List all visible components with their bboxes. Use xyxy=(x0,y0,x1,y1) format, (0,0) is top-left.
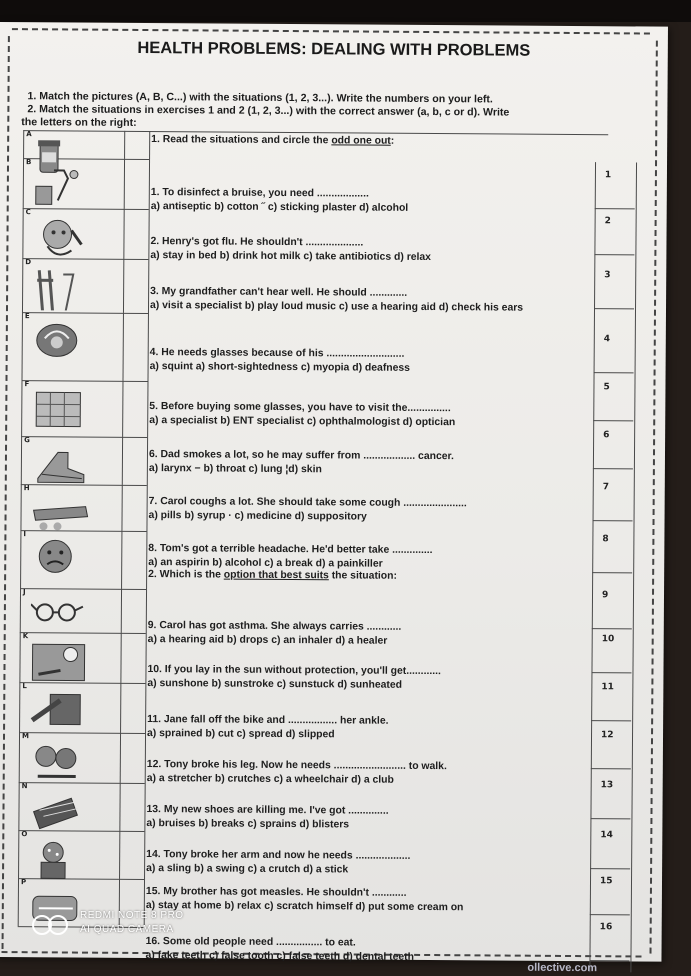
illustration-icon xyxy=(33,266,93,310)
picture-row xyxy=(20,530,146,590)
picture-row xyxy=(21,380,147,438)
question-options[interactable]: a) pills b) syrup · c) medicine d) suppository xyxy=(148,509,367,523)
number-write-cell[interactable] xyxy=(121,313,148,381)
picture-cell xyxy=(22,258,124,313)
answer-box[interactable] xyxy=(591,674,631,721)
illustration-icon xyxy=(32,444,92,488)
section-2-suffix: the situation: xyxy=(328,570,398,582)
picture-letter: G xyxy=(24,436,30,445)
number-write-cell[interactable] xyxy=(122,259,149,313)
picture-row xyxy=(23,130,149,160)
answer-number: 16 xyxy=(599,922,613,933)
question-item xyxy=(148,542,588,572)
answer-number: 8 xyxy=(602,534,609,545)
question-options[interactable]: a) sprained b) cut c) spread d) slipped xyxy=(147,727,335,740)
picture-cell xyxy=(22,208,124,259)
picture-cell xyxy=(20,484,122,531)
worksheet-paper xyxy=(0,22,668,975)
illustration-icon xyxy=(30,690,90,734)
answer-number: 2 xyxy=(604,216,611,227)
question-options[interactable]: a) larynx − b) throat c) lung ¦d) skin xyxy=(148,462,322,475)
answer-number: 13 xyxy=(600,780,614,791)
question-options[interactable]: a) a stretcher b) crutches c) a wheelchair d) a club xyxy=(146,772,394,786)
answer-box[interactable] xyxy=(589,914,629,961)
answer-number: 7 xyxy=(602,482,610,493)
number-write-cell[interactable] xyxy=(121,437,148,485)
question-stem: 10. If you lay in the sun without protection, you'll get............ xyxy=(147,664,441,678)
worksheet-title: HEALTH PROBLEMS: DEALING WITH PROBLEMS xyxy=(137,38,531,60)
site-watermark: ollective.com xyxy=(527,961,598,975)
answer-number: 4 xyxy=(603,334,611,345)
instruction-line-1: 1. Match the pictures (A, B, C...) with the situations (1, 2, 3...). Write the numbers on your left. xyxy=(27,90,493,106)
illustration-icon xyxy=(30,740,90,784)
picture-row xyxy=(20,588,146,634)
question-options[interactable]: a) antiseptic b) cotton ˝ c) sticking plaster d) alcohol xyxy=(150,200,409,214)
picture-letter: K xyxy=(22,632,29,641)
dashed-border-top xyxy=(12,28,650,34)
camera-rings-icon xyxy=(30,912,74,938)
answer-box[interactable] xyxy=(590,868,630,915)
answer-box[interactable] xyxy=(590,822,630,869)
watermark-line-1: REDMI NOTE 8 PRO xyxy=(80,910,184,921)
watermark-line-2: AI QUAD CAMERA xyxy=(80,924,174,935)
picture-cell xyxy=(21,380,123,437)
question-item xyxy=(150,285,590,315)
number-write-cell[interactable] xyxy=(122,209,149,259)
question-stem: 13. My new shoes are killing me. I've got .............. xyxy=(146,804,389,817)
section-2-prefix: 2. Which is the xyxy=(148,569,224,581)
question-stem: 4. He needs glasses because of his ........................... xyxy=(149,347,405,360)
question-stem: 1. To disinfect a bruise, you need .................. xyxy=(150,187,369,200)
picture-letter: E xyxy=(24,312,30,321)
picture-row xyxy=(18,782,144,832)
question-stem: 6. Dad smokes a lot, so he may suffer from .................. cancer. xyxy=(148,449,454,463)
picture-letter: L xyxy=(22,682,27,691)
number-write-cell[interactable] xyxy=(123,159,150,209)
question-item xyxy=(147,758,587,788)
number-write-cell[interactable] xyxy=(120,485,147,531)
question-options[interactable]: a) an aspirin b) alcohol c) a break d) a painkiller xyxy=(148,556,383,570)
question-stem: 14. Tony broke her arm and now he needs ................... xyxy=(146,849,411,862)
question-item xyxy=(146,885,586,915)
question-options[interactable]: a) bruises b) breaks c) sprains d) blisters xyxy=(146,817,350,831)
number-write-cell[interactable] xyxy=(120,531,147,589)
section-1-suffix: : xyxy=(390,135,395,147)
number-write-cell[interactable] xyxy=(119,733,146,783)
picture-row xyxy=(19,682,145,734)
answer-number: 1 xyxy=(604,170,612,181)
number-write-cell[interactable] xyxy=(118,783,145,831)
top-black-bar xyxy=(0,0,691,22)
picture-cell xyxy=(18,830,120,879)
question-stem: 8. Tom's got a terrible headache. He'd better take .............. xyxy=(148,543,433,557)
answer-number: 10 xyxy=(601,634,615,645)
question-stem: 12. Tony broke his leg. Now he needs ......................... to walk. xyxy=(146,759,447,773)
picture-letter: O xyxy=(21,830,28,839)
question-item xyxy=(150,235,590,265)
instructions xyxy=(21,90,637,133)
question-options[interactable]: a) squint a) short-sightedness c) myopia d) deafness xyxy=(149,360,411,374)
answer-number: 11 xyxy=(601,682,614,693)
answer-box[interactable] xyxy=(594,208,634,255)
illustration-icon xyxy=(33,216,93,260)
picture-row xyxy=(23,158,149,210)
illustration-icon xyxy=(34,166,94,210)
picture-cell xyxy=(20,588,122,633)
question-options[interactable]: a) stay at home b) relax c) scratch himself d) put some cream on xyxy=(145,899,464,913)
question-stem: 7. Carol coughs a lot. She should take some cough ...................... xyxy=(148,496,467,510)
answer-number: 14 xyxy=(600,830,613,841)
question-options[interactable]: a) fake teeth c) false tooth c) false teeth d) dental teeth xyxy=(145,949,415,963)
picture-cell xyxy=(20,530,122,589)
answer-box[interactable] xyxy=(594,262,634,309)
illustration-icon xyxy=(29,790,89,834)
question-options[interactable]: a) stay in bed b) drink hot milk c) take antibiotics d) relax xyxy=(150,249,432,263)
picture-cell xyxy=(22,312,124,381)
picture-row xyxy=(22,258,148,314)
picture-cell xyxy=(19,682,121,733)
question-item xyxy=(147,713,587,743)
question-item xyxy=(151,186,591,216)
question-stem: 5. Before buying some glasses, you have to visit the............... xyxy=(149,401,451,415)
question-item xyxy=(149,495,589,525)
instruction-line-3: the letters on the right: xyxy=(21,116,137,129)
picture-row xyxy=(21,436,147,486)
question-item xyxy=(150,346,590,376)
instruction-line-2: 2. Match the situations in exercises 1 and 2 (1, 2, 3...) with the correct answer (a, b, c or d). Write xyxy=(27,103,510,119)
picture-letter: F xyxy=(24,380,30,389)
picture-letter: P xyxy=(20,878,27,887)
question-stem: 11. Jane fall off the bike and ................. her ankle. xyxy=(147,714,389,727)
section-2-underlined: option that best suits xyxy=(223,569,329,582)
number-write-cell[interactable] xyxy=(118,831,145,879)
number-write-cell[interactable] xyxy=(120,589,147,633)
illustration-icon xyxy=(29,838,89,882)
illustration-icon xyxy=(33,320,93,364)
dashed-border-left xyxy=(2,36,10,949)
illustration-icon xyxy=(31,538,91,582)
picture-letter: J xyxy=(22,588,26,597)
answer-number: 12 xyxy=(601,730,614,741)
picture-letter: H xyxy=(23,484,30,493)
answer-box[interactable] xyxy=(591,626,631,673)
picture-letter: M xyxy=(21,732,30,741)
picture-row xyxy=(18,830,144,880)
question-item xyxy=(146,848,586,878)
section-1-prefix: 1. Read the situations and circle the xyxy=(151,134,332,147)
picture-letter: C xyxy=(25,208,31,217)
question-item xyxy=(146,803,586,833)
question-item xyxy=(148,619,588,649)
picture-row xyxy=(21,312,147,382)
picture-row xyxy=(20,484,146,532)
question-stem: 15. My brother has got measles. He shouldn't ............ xyxy=(145,886,407,899)
picture-letter: B xyxy=(25,158,32,167)
picture-cell xyxy=(19,632,121,683)
question-options[interactable]: a) sunshone b) sunstroke c) sunstuck d) sunheated xyxy=(147,677,403,691)
illustration-icon xyxy=(30,640,90,684)
question-options[interactable]: a) a sling b) a swing c) a crutch d) a stick xyxy=(146,862,349,876)
picture-letter: D xyxy=(25,258,32,267)
question-item xyxy=(145,935,585,965)
answer-number: 6 xyxy=(603,430,610,441)
dashed-border-right xyxy=(650,41,658,954)
answer-box[interactable] xyxy=(595,162,635,209)
answer-box[interactable] xyxy=(592,582,632,629)
picture-letter: A xyxy=(26,130,32,139)
number-write-cell[interactable] xyxy=(119,633,146,683)
answer-box[interactable] xyxy=(593,422,633,469)
picture-cell xyxy=(19,732,121,783)
answer-number: 9 xyxy=(601,590,609,601)
picture-row xyxy=(19,732,145,784)
question-stem: 9. Carol has got asthma. She always carries ............ xyxy=(147,620,402,633)
answer-box[interactable] xyxy=(593,474,633,521)
picture-letter: I xyxy=(23,530,27,539)
section-1-underlined: odd one out xyxy=(331,135,391,147)
question-options[interactable]: a) visit a specialist b) play loud music c) use a hearing aid d) check his ears xyxy=(149,299,524,314)
question-stem: 2. Henry's got flu. He shouldn't .................... xyxy=(150,236,364,249)
question-stem: 16. Some old people need ................ to eat. xyxy=(145,936,356,949)
answer-box[interactable] xyxy=(591,722,631,769)
picture-cell xyxy=(21,436,123,485)
answer-number: 15 xyxy=(599,876,613,887)
answer-box[interactable] xyxy=(590,772,630,819)
picture-row xyxy=(19,632,145,684)
answer-box[interactable] xyxy=(593,374,633,421)
illustration-icon xyxy=(32,388,92,432)
answer-number: 3 xyxy=(604,270,611,281)
question-options[interactable]: a) a hearing aid b) drops c) an inhaler d) a healer xyxy=(147,633,388,647)
question-item xyxy=(149,400,589,430)
answer-number: 5 xyxy=(603,382,610,393)
picture-cell xyxy=(23,158,125,209)
picture-cell xyxy=(23,130,125,159)
picture-row xyxy=(22,208,148,260)
number-write-cell[interactable] xyxy=(121,381,148,437)
answer-box[interactable] xyxy=(592,526,632,573)
number-write-cell[interactable] xyxy=(123,131,150,159)
question-options[interactable]: a) a specialist b) ENT specialist c) ophthalmologist d) optician xyxy=(149,414,456,428)
question-item xyxy=(149,448,589,478)
question-stem: 3. My grandfather can't hear well. He should ............. xyxy=(150,286,408,299)
question-item xyxy=(147,663,587,693)
picture-cell xyxy=(18,782,120,831)
answer-box[interactable] xyxy=(594,326,634,373)
number-write-cell[interactable] xyxy=(119,683,146,733)
picture-letter: N xyxy=(21,782,28,791)
